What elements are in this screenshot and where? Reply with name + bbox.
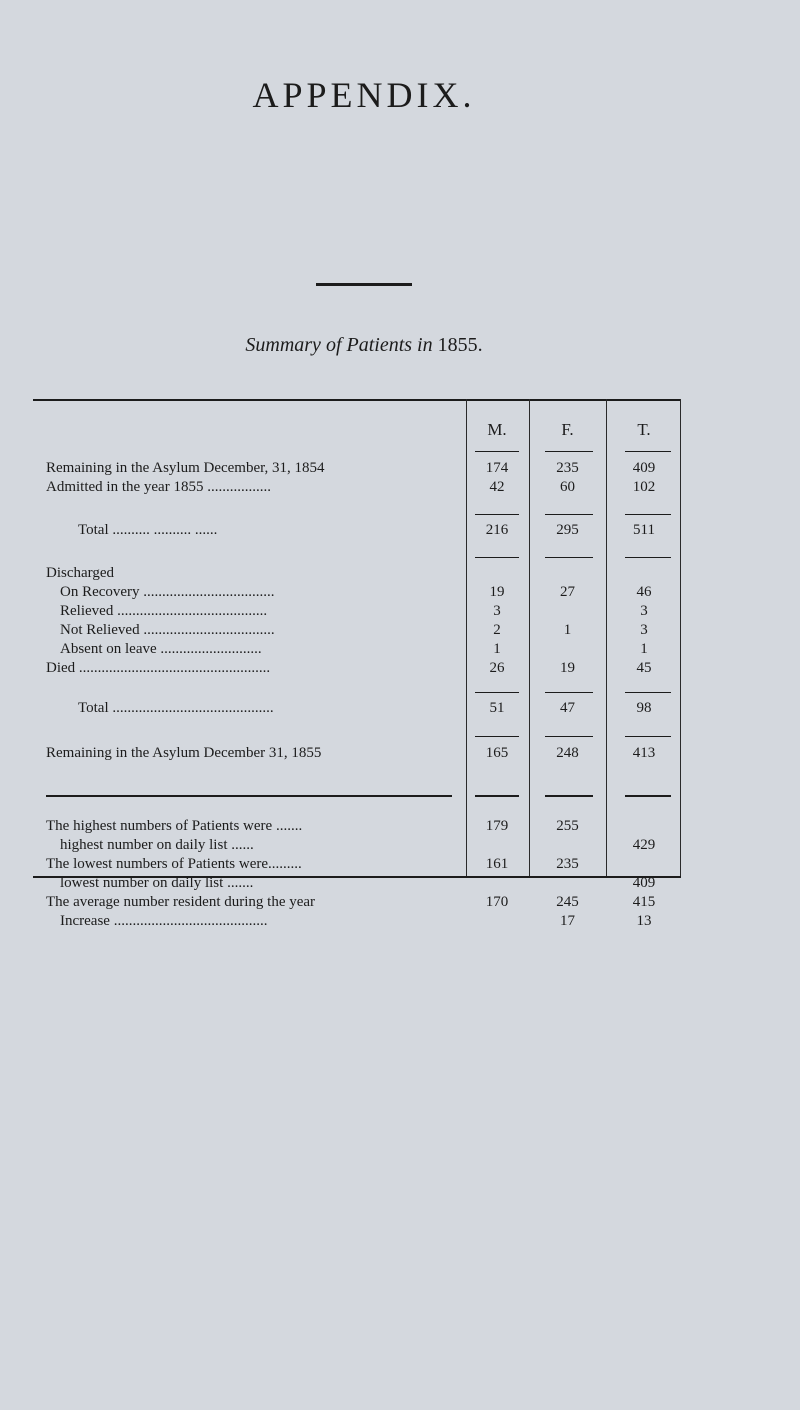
row-f: 60 (560, 479, 575, 495)
total-t: 98 (636, 700, 652, 716)
section-rule-f (545, 557, 593, 558)
remaining-rule-m (475, 736, 519, 737)
row-t: 46 (636, 584, 652, 600)
header-underline-f (545, 451, 593, 452)
row-label: Remaining in the Asylum December, 31, 1854 (46, 460, 325, 476)
section-rule-m (475, 557, 519, 558)
row-label: The lowest numbers of Patients were......... (46, 856, 302, 872)
remaining-rule-t (625, 736, 671, 737)
row-m: 161 (485, 856, 509, 872)
row-f: 235 (556, 460, 579, 476)
section-rule-t (625, 557, 671, 558)
subtitle-year: 1855. (437, 334, 483, 356)
total-rule-f (545, 514, 593, 515)
row-f: 19 (560, 660, 575, 676)
row-f: 1 (563, 622, 572, 638)
remaining-t: 413 (632, 745, 656, 761)
row-label: On Recovery ................................... (60, 584, 275, 600)
total-m: 51 (489, 700, 505, 716)
section-heading: Discharged (46, 565, 115, 581)
row-label: Relieved ........................................ (60, 603, 268, 619)
row-t: 45 (636, 660, 652, 676)
subtitle (0, 334, 728, 357)
row-f: 235 (556, 856, 579, 872)
total-f: 295 (556, 522, 579, 538)
row-t: 3 (640, 603, 648, 619)
row-label: Absent on leave ........................... (60, 641, 262, 657)
row-m: 26 (489, 660, 505, 676)
total-m: 216 (485, 522, 509, 538)
remaining-m: 165 (485, 745, 509, 761)
header-underline-t (625, 451, 671, 452)
total-label: Total .......... .......... ...... (78, 522, 218, 538)
row-m: 179 (485, 818, 509, 834)
total-rule-f (545, 692, 593, 693)
section-divider-m (475, 795, 519, 797)
total-rule-t (625, 692, 671, 693)
row-t: 409 (632, 875, 656, 891)
row-f: 255 (556, 818, 579, 834)
section-divider (46, 795, 452, 797)
row-f: 27 (560, 584, 575, 600)
row-t: 409 (632, 460, 656, 476)
row-t: 102 (632, 479, 656, 495)
row-t: 429 (632, 837, 656, 853)
row-label: Admitted in the year 1855 ................. (46, 479, 271, 495)
remaining-rule-f (545, 736, 593, 737)
header-f: F. (561, 420, 574, 439)
row-m: 42 (489, 479, 505, 495)
total-t: 511 (633, 522, 655, 538)
row-label: The average number resident during the year (46, 894, 316, 910)
total-rule-m (475, 514, 519, 515)
row-label: Not Relieved ................................... (60, 622, 275, 638)
remaining-f: 248 (556, 745, 579, 761)
row-f: 17 (560, 913, 575, 929)
section-divider-t (625, 795, 671, 797)
remaining-label: Remaining in the Asylum December 31, 1855 (46, 745, 322, 761)
row-t: 13 (636, 913, 652, 929)
subtitle-text: Summary of Patients in (245, 334, 433, 356)
total-rule-m (475, 692, 519, 693)
total-f: 47 (560, 700, 575, 716)
section-divider-f (545, 795, 593, 797)
row-label: highest number on daily list ...... (60, 837, 254, 853)
row-m: 174 (485, 460, 509, 476)
row-label: Died ................................................... (46, 660, 271, 676)
total-rule-t (625, 514, 671, 515)
row-t: 3 (640, 622, 648, 638)
row-m: 1 (493, 641, 501, 657)
row-label: lowest number on daily list ....... (60, 875, 254, 891)
row-label: Increase ......................................... (60, 913, 268, 929)
header-underline-m (475, 451, 519, 452)
summary-table (33, 399, 681, 401)
row-t: 415 (632, 894, 656, 910)
row-m: 170 (485, 894, 509, 910)
header-t: T. (637, 420, 651, 439)
row-m: 19 (489, 584, 505, 600)
row-f: 245 (556, 894, 579, 910)
total-label: Total ........................................... (78, 700, 274, 716)
page-title: APPENDIX. (252, 75, 476, 115)
row-m: 2 (493, 622, 501, 638)
row-m: 3 (493, 603, 501, 619)
header-m: M. (487, 420, 507, 439)
row-t: 1 (640, 641, 648, 657)
title-rule (316, 283, 412, 286)
row-label: The highest numbers of Patients were ....... (46, 818, 303, 834)
